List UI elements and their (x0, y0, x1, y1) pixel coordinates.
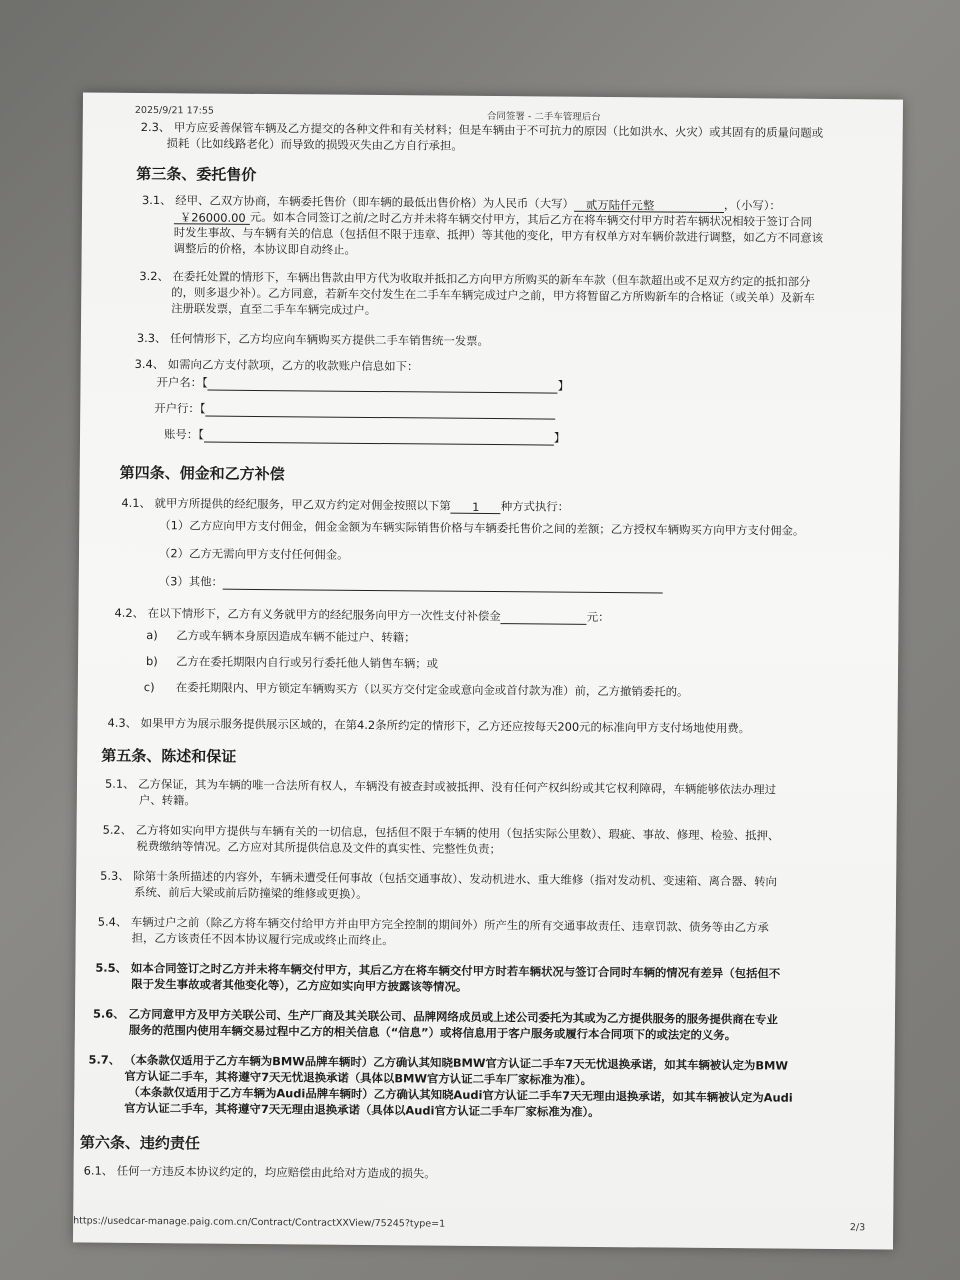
clause-number: 5.4、 (97, 914, 128, 929)
clause-text: 甲方应妥善保管车辆及乙方提交的各种文件和有关材料；但是车辆由于不可抗力的原因（比如洪水、火灾）或其固有的质量问题或 (173, 120, 824, 140)
account-bank-field[interactable] (205, 402, 555, 420)
compensation-field[interactable] (501, 609, 587, 625)
clause-text: 就甲方所提供的经纪服务，甲乙双方约定对佣金按照以下第 (154, 496, 451, 513)
clause-text-cont: 调整后的价格，本协议即自动终止。 (173, 241, 356, 257)
contract-page (73, 92, 903, 1249)
clause-text: 乙方将如实向甲方提供与车辆有关的一切信息，包括但不限于车辆的使用（包括实际公里数）、瑕疵、事故、修理、检验、抵押、 (135, 822, 780, 843)
clause-text-cont: 注册联发票，直至二手车车辆完成过户。 (171, 301, 377, 318)
clause-number: 5.2、 (102, 822, 133, 837)
clause-text: 除第十条所描述的内容外，车辆未遭受任何事故（包括交通事故）、发动机进水、重大维修（指对发动机、变速箱、离合器、转向 (133, 868, 777, 889)
clause-text: （本条款仅适用于乙方车辆为BMW品牌车辆时）乙方确认其知晓BMW官方认证二手车7天无忧退换承诺，如其车辆被认定为BMW (124, 1052, 789, 1073)
clause-text: 如果甲方为展示服务提供展示区域的，在第4.2条所约定的情形下，乙方还应按每天200元的标准向甲方支付场地使用费。 (140, 715, 751, 736)
clause-text: 在委托处置的情形下，车辆出售款由甲方代为收取并抵扣乙方向甲方所购买的新车车款（但车款超出或不足双方约定的抵扣部分 (172, 269, 811, 289)
account-name-field[interactable] (208, 376, 558, 394)
clause-text-cont: 税费缴纳等情况。乙方应对其所提供信息及文件的真实性、完整性负责； (136, 838, 502, 857)
clause-text: 种方式执行： (500, 499, 570, 514)
bracket-left: 【 (202, 375, 208, 390)
price-upper-field (574, 197, 724, 213)
option-3-label: （3）其他： (158, 574, 224, 589)
clause-text: 元。如本合同签订之前/之时乙方并未将车辆交付甲方，其后乙方在将车辆交付甲方时若车辆状况相较于签订合同 (249, 209, 812, 229)
item-key: a) (146, 628, 158, 643)
clause-number: 3.4、 (134, 356, 165, 372)
clause-4-2-a (146, 627, 872, 649)
clause-text-cont: （本条款仅适用于乙方车辆为Audi品牌车辆时）乙方确认其知晓Audi官方认证二手车7天无理由退换承诺，如其车辆被认定为Audi (128, 1084, 793, 1105)
commission-option-3 (159, 573, 873, 595)
clause-text: 元： (586, 609, 610, 625)
section-heading-5: 第五条、陈述和保证 (101, 746, 237, 766)
clause-text: 如需向乙方支付款项，乙方的收款账户信息如下： (167, 357, 419, 374)
clause-text-cont: 系统、前后大梁或前后防撞梁的维修或更换）。 (133, 884, 368, 901)
clause-number: 2.3、 (140, 119, 171, 135)
account-name-label: 开户名： (156, 375, 203, 390)
clause-3-3 (137, 330, 875, 352)
clause-number: 3.2、 (139, 268, 170, 284)
item-key: c) (143, 679, 155, 695)
price-lower-field (174, 209, 250, 225)
print-url: https://usedcar-manage.paig.com.cn/Contract/ContractXXView/75245?type=1 (73, 1215, 446, 1230)
account-number-row (164, 426, 874, 448)
clause-4-3 (107, 715, 871, 738)
clause-text: 任何情形下，乙方均应向车辆购买方提供二手车销售统一发票。 (169, 331, 490, 348)
clause-text: 任何一方违反本协议约定的，均应赔偿由此给对方造成的损失。 (116, 1163, 436, 1181)
clause-text-cont: 担，乙方该责任不因本协议履行完成或终止而终止。 (131, 930, 394, 948)
clause-text-cont: 损耗（比如线路老化）而导致的损毁灭失由乙方自行承担。 (166, 136, 463, 153)
clause-text-cont: 服务的范围内使用车辆交易过程中乙方的相关信息（“信息”）或将信息用于客户服务或履行本合同项下的或法定的义务。 (128, 1022, 737, 1043)
print-datetime: 2025/9/21 17:55 (134, 104, 215, 117)
clause-number: 5.7、 (88, 1052, 121, 1067)
account-bank-row (154, 400, 874, 422)
clause-text: 乙方同意甲方及甲方关联公司、生产厂商及其关联公司、品牌网络成员或上述公司委托为其或为乙方提供服务的服务提供商在专业 (128, 1006, 778, 1027)
item-text: 乙方或车辆本身原因造成车辆不能过户、转籍； (176, 628, 416, 645)
clause-4-2 (114, 605, 872, 628)
print-header-title: 合同签署 - 二手车管理后台 (486, 110, 601, 123)
clause-text-cont: 户、转籍。 (138, 792, 196, 808)
clause-text-cont: 时发生事故、与车辆有关的信息（包括但不限于违章、抵押）等其他的变化，甲方有权单方对车辆价款进行调整，如乙方不同意该 (173, 225, 824, 245)
item-key: b) (146, 654, 158, 669)
commission-option-field (451, 499, 501, 514)
account-number-label: 账号： (163, 427, 199, 442)
clause-text: 在以下情形下，乙方有义务就甲方的经纪服务向甲方一次性支付补偿金 (147, 606, 501, 624)
clause-4-1 (121, 495, 873, 518)
bracket-left: 【 (199, 401, 206, 416)
clause-text: 车辆过户之前（除乙方将车辆交付给甲方并由甲方完全控制的期间外）所产生的所有交通事故责任、违章罚款、债务等由乙方承 (130, 914, 769, 935)
clause-text-cont: 官方认证二手车，其将遵守7天无理由退换承诺（具体以Audi官方认证二手车厂家标准为准）。 (124, 1100, 600, 1119)
bracket-left: 【 (198, 427, 205, 442)
clause-number: 4.1、 (121, 495, 152, 511)
clause-number: 3.3、 (136, 330, 167, 346)
other-option-field[interactable] (223, 575, 663, 594)
commission-option-value: 1 (472, 499, 480, 514)
clause-text: ，（小写）： (723, 198, 781, 213)
price-lower-value: ￥26000.00 (179, 210, 246, 225)
clause-text: 如本合同签订之时乙方并未将车辆交付甲方，其后乙方在将车辆交付甲方时若车辆状况与签订合同时车辆的情况有差异（包括但不 (130, 960, 781, 981)
account-bank-label: 开户行： (154, 401, 200, 416)
price-upper-value: 贰万陆仟元整 (585, 197, 655, 213)
clause-text: 乙方保证，其为车辆的唯一合法所有权人，车辆没有被查封或被抵押、没有任何产权纠纷或其它权利障碍，车辆能够依法办理过 (138, 776, 777, 797)
clause-6-1 (84, 1162, 868, 1185)
section-heading-3: 第三条、委托售价 (136, 164, 257, 184)
clause-text-cont: 的，则多退少补）。乙方同意，若新车交付发生在二手车车辆完成过户之前，甲方将暂留乙方所购新车的合格证（或关单）及新车 (171, 285, 815, 305)
account-number-field[interactable] (204, 428, 554, 446)
bracket-right: 】 (557, 378, 570, 393)
clause-number: 4.2、 (114, 605, 145, 620)
clause-number: 3.1、 (142, 192, 172, 208)
clause-number: 5.5、 (95, 960, 128, 975)
clause-text-cont: 官方认证二手车，其将遵守7天无忧退换承诺（具体以BMW官方认证二手车厂家标准为准）。 (124, 1068, 593, 1087)
commission-option-1: （1）乙方应向甲方支付佣金，佣金金额为车辆实际销售价格与车辆委托售价之间的差额；乙方授权车辆购买方向甲方支付佣金。 (159, 518, 805, 538)
clause-4-2-b (146, 653, 872, 675)
clause-number: 6.1、 (83, 1163, 114, 1178)
clause-number: 5.1、 (104, 776, 135, 791)
item-text: 乙方在委托期限内自行或另行委托他人销售车辆；或 (176, 654, 439, 671)
contract-body (79, 119, 877, 1186)
clause-number: 4.3、 (107, 715, 138, 730)
clause-4-2-c (144, 679, 872, 701)
item-text: 在委托期限内、甲方锁定车辆购买方（以买方交付定金或意向金或首付款为准）前，乙方撤销委托的。 (175, 680, 689, 699)
commission-option-2: （2）乙方无需向甲方支付任何佣金。 (158, 546, 349, 562)
clause-number: 5.3、 (100, 868, 130, 883)
bracket-right: 】 (553, 430, 566, 445)
section-heading-6: 第六条、违约责任 (79, 1133, 200, 1153)
clause-text-cont: 限于发生事故或者其他变化等），乙方应如实向甲方披露该等情况。 (131, 976, 468, 994)
section-heading-4: 第四条、佣金和乙方补偿 (119, 463, 285, 484)
clause-text: 经甲、乙双方协商，车辆委托售价（即车辆的最低出售价格）为人民币（大写） (175, 193, 574, 211)
page-number: 2/3 (849, 1222, 866, 1234)
clause-number: 5.6、 (92, 1006, 125, 1021)
